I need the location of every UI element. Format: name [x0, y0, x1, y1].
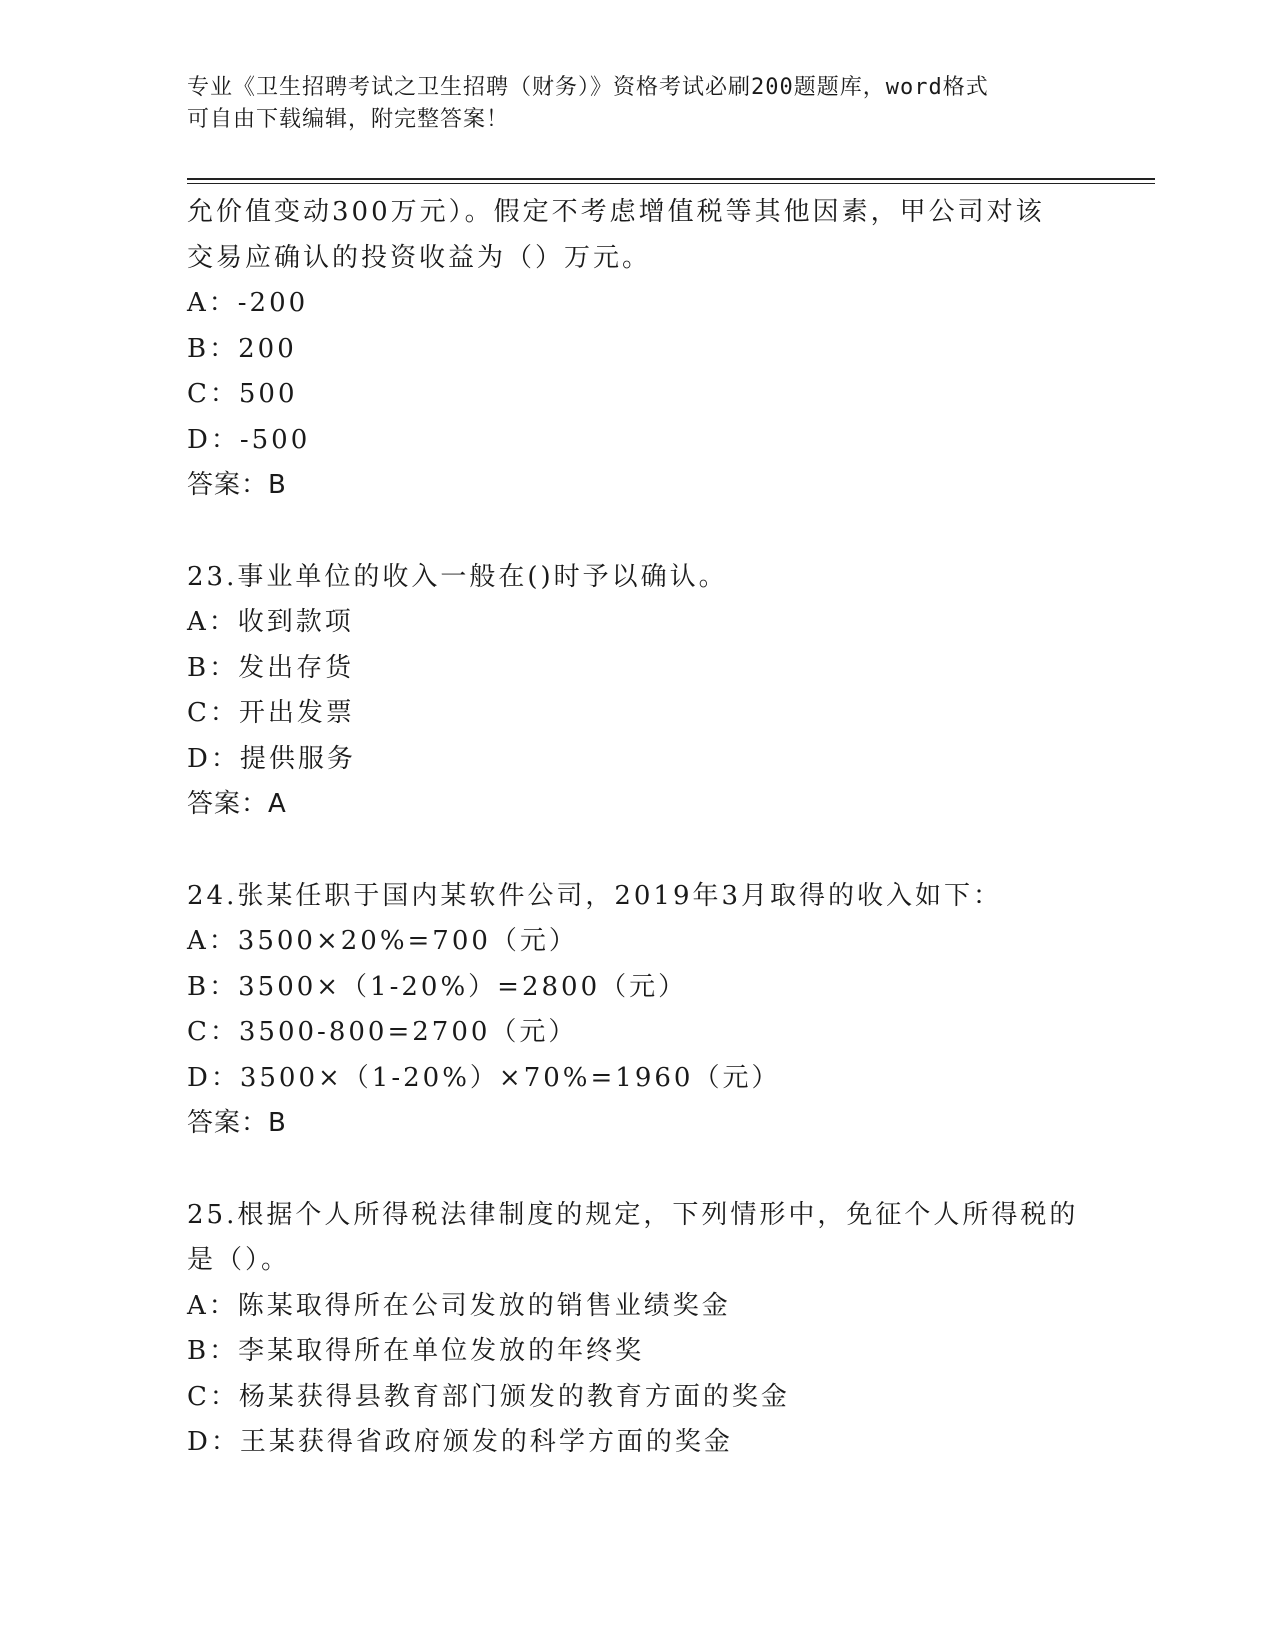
option-a: A：陈某取得所在公司发放的销售业绩奖金 [187, 1290, 731, 1321]
question-text: 交易应确认的投资收益为（）万元。 [187, 242, 652, 273]
option-b: B：发出存货 [187, 652, 355, 683]
option-a: A：收到款项 [187, 607, 354, 637]
option-a: A：-200 [187, 288, 309, 318]
question-block [187, 874, 1155, 1147]
option-b: B：3500×（1-20%）=2800（元） [187, 971, 688, 1002]
option-d: D：3500×（1-20%）×70%=1960（元） [187, 1062, 781, 1093]
option-b: B：李某取得所在单位发放的年终奖 [187, 1336, 645, 1366]
question-block [187, 1193, 1155, 1466]
answer: 答案：B [187, 1108, 287, 1138]
option-c: C：杨某获得县教育部门颁发的教育方面的奖金 [187, 1381, 790, 1412]
question-text: 23.事业单位的收入一般在()时予以确认。 [187, 561, 728, 592]
document-header [187, 72, 1087, 136]
option-d: D：王某获得省政府颁发的科学方面的奖金 [187, 1427, 733, 1457]
header-line-2: 可自由下载编辑，附完整答案！ [187, 107, 510, 132]
question-text: 24.张某任职于国内某软件公司，2019年3月取得的收入如下： [187, 880, 1003, 911]
option-a: A：3500×20%=700（元） [187, 926, 578, 956]
option-b: B：200 [187, 333, 297, 364]
option-c: C：500 [187, 379, 298, 409]
answer: 答案：A [187, 789, 287, 819]
answer: 答案：B [187, 470, 287, 500]
question-text: 25.根据个人所得税法律制度的规定，下列情形中，免征个人所得税的 [187, 1199, 1079, 1230]
question-text: 是（）。 [187, 1245, 291, 1275]
question-block [187, 190, 1155, 509]
option-c: C：3500-800=2700（元） [187, 1017, 578, 1047]
option-d: D：提供服务 [187, 743, 356, 774]
question-block [187, 555, 1155, 828]
option-c: C：开出发票 [187, 698, 355, 728]
option-d: D：-500 [187, 424, 311, 455]
header-line-1: 专业《卫生招聘考试之卫生招聘（财务）》资格考试必刷200题题库，word格式 [187, 75, 989, 100]
question-text: 允价值变动300万元）。假定不考虑增值税等其他因素，甲公司对该 [187, 197, 1045, 227]
question-list [187, 190, 1155, 1466]
header-divider [187, 178, 1155, 184]
